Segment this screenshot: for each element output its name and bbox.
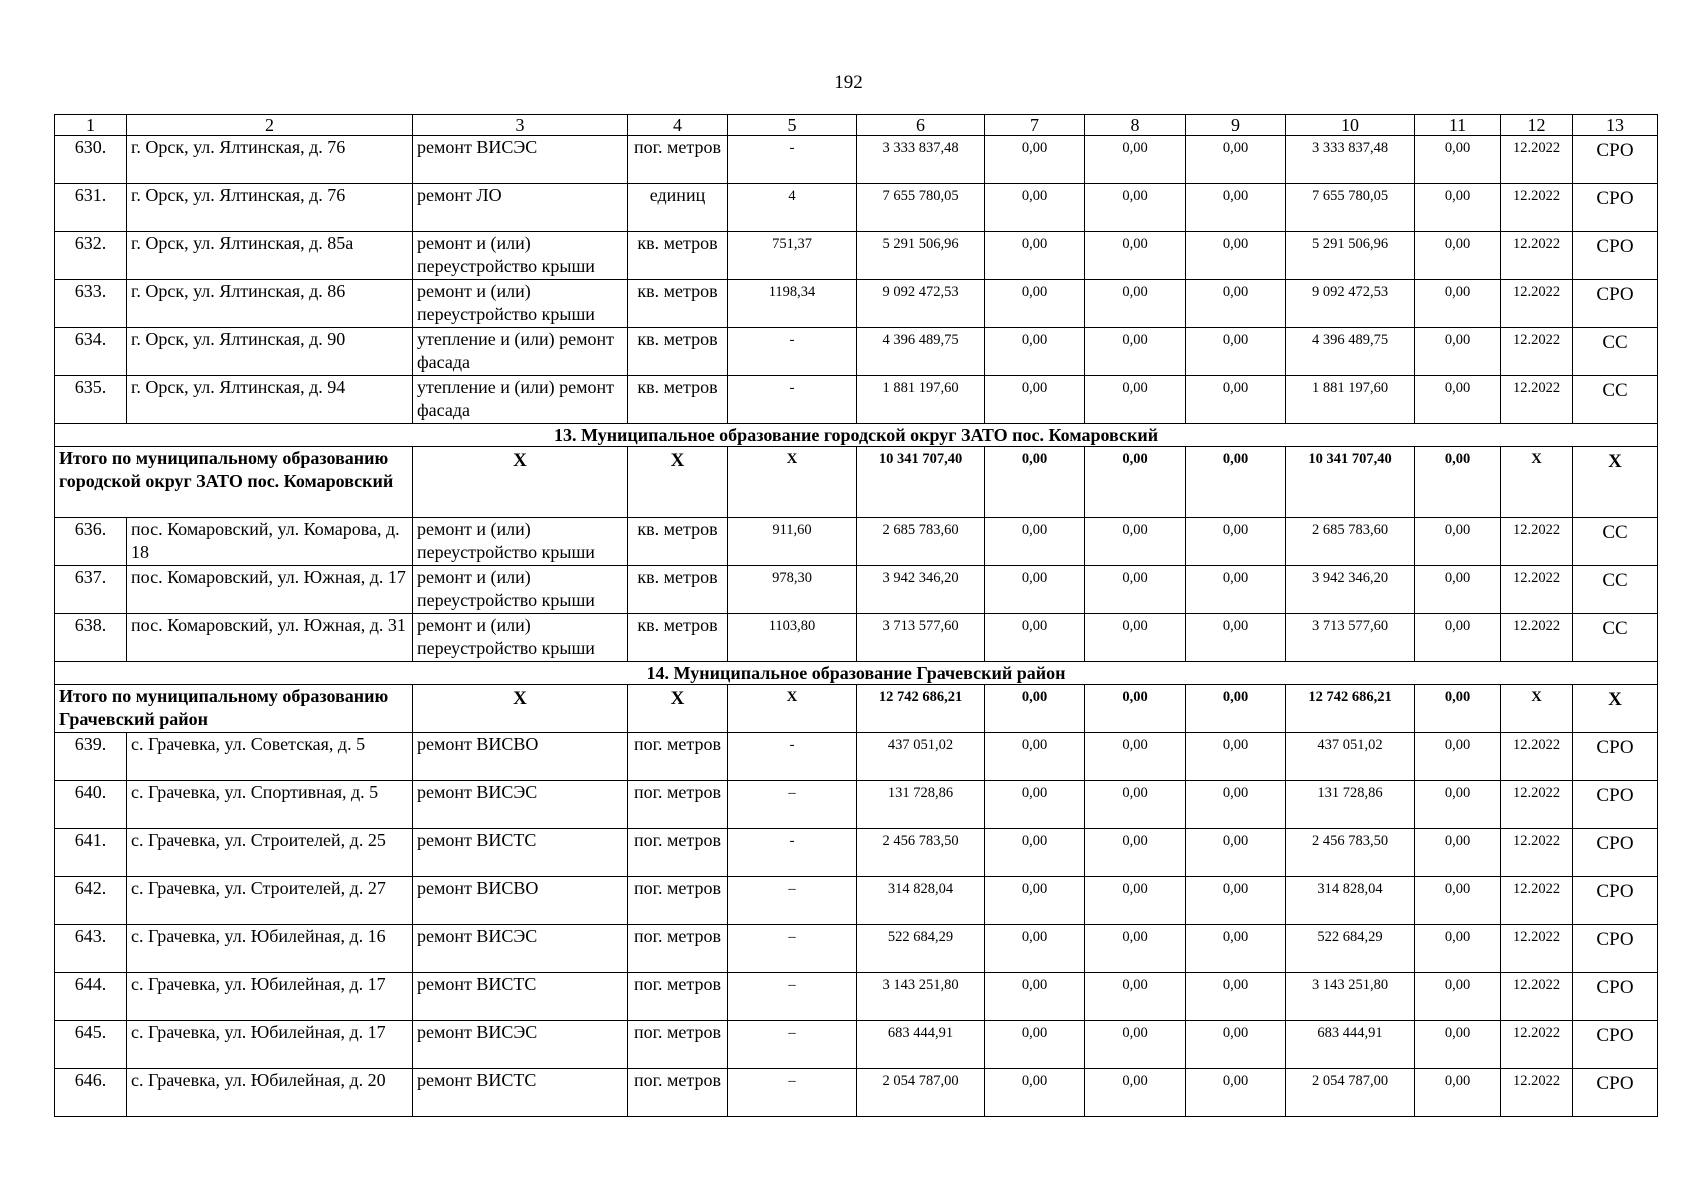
date-cell: 12.2022 xyxy=(1501,376,1573,424)
column-number: 10 xyxy=(1286,115,1415,136)
section-total-row xyxy=(55,685,1658,733)
column-number: 9 xyxy=(1186,115,1286,136)
x-mark: Х xyxy=(1501,685,1573,733)
x-mark: Х xyxy=(1573,447,1658,518)
total-cost-cell: 10 341 707,40 xyxy=(857,447,985,518)
address-cell: пос. Комаровский, ул. Южная, д. 17 xyxy=(127,566,413,614)
method-cell: СРО xyxy=(1573,877,1658,925)
work-type-cell: ремонт и (или) переустройство крыши xyxy=(413,232,628,280)
unit-cell: кв. метров xyxy=(628,614,728,662)
table-row xyxy=(55,1069,1658,1117)
date-cell: 12.2022 xyxy=(1501,184,1573,232)
value-cell: 0,00 xyxy=(985,614,1085,662)
page-number: 192 xyxy=(834,72,863,93)
unit-cell: пог. метров xyxy=(628,733,728,781)
date-cell: 12.2022 xyxy=(1501,781,1573,829)
value-cell: 0,00 xyxy=(1085,1069,1186,1117)
work-type-cell: ремонт ВИСЭС xyxy=(413,925,628,973)
column-number: 4 xyxy=(628,115,728,136)
quantity-cell: – xyxy=(728,1021,857,1069)
total-cost-cell: 4 396 489,75 xyxy=(857,328,985,376)
work-type-cell: ремонт ВИСЭС xyxy=(413,136,628,184)
column-number: 7 xyxy=(985,115,1085,136)
value-cell: 7 655 780,05 xyxy=(1286,184,1415,232)
row-number: 638. xyxy=(55,614,127,662)
unit-cell: пог. метров xyxy=(628,136,728,184)
date-cell: 12.2022 xyxy=(1501,232,1573,280)
address-cell: г. Орск, ул. Ялтинская, д. 85а xyxy=(127,232,413,280)
value-cell: 0,00 xyxy=(1415,1021,1501,1069)
value-cell: 0,00 xyxy=(985,877,1085,925)
total-cost-cell: 2 456 783,50 xyxy=(857,829,985,877)
work-type-cell: ремонт и (или) переустройство крыши xyxy=(413,518,628,566)
row-number: 632. xyxy=(55,232,127,280)
total-cost-cell: 522 684,29 xyxy=(857,925,985,973)
row-number: 645. xyxy=(55,1021,127,1069)
column-number: 11 xyxy=(1415,115,1501,136)
method-cell: СРО xyxy=(1573,184,1658,232)
address-cell: г. Орск, ул. Ялтинская, д. 86 xyxy=(127,280,413,328)
column-number: 5 xyxy=(728,115,857,136)
value-cell: 3 143 251,80 xyxy=(1286,973,1415,1021)
address-cell: с. Грачевка, ул. Юбилейная, д. 20 xyxy=(127,1069,413,1117)
unit-cell: пог. метров xyxy=(628,925,728,973)
value-cell: 0,00 xyxy=(1085,1021,1186,1069)
value-cell: 0,00 xyxy=(1085,232,1186,280)
x-mark: Х xyxy=(628,447,728,518)
method-cell: СС xyxy=(1573,518,1658,566)
value-cell: 522 684,29 xyxy=(1286,925,1415,973)
date-cell: 12.2022 xyxy=(1501,1021,1573,1069)
section-total-label: Итого по муниципальному образованию городской округ ЗАТО пос. Комаровский xyxy=(55,447,413,518)
value-cell: 1 881 197,60 xyxy=(1286,376,1415,424)
value-cell: 0,00 xyxy=(1415,877,1501,925)
unit-cell: пог. метров xyxy=(628,829,728,877)
total-cost-cell: 131 728,86 xyxy=(857,781,985,829)
address-cell: пос. Комаровский, ул. Комарова, д. 18 xyxy=(127,518,413,566)
section-header-row xyxy=(55,662,1658,685)
unit-cell: кв. метров xyxy=(628,518,728,566)
value-cell: 0,00 xyxy=(1085,566,1186,614)
value-cell: 0,00 xyxy=(1415,1069,1501,1117)
value-cell: 0,00 xyxy=(1085,925,1186,973)
value-cell: 12 742 686,21 xyxy=(1286,685,1415,733)
value-cell: 0,00 xyxy=(1186,1069,1286,1117)
work-type-cell: ремонт ВИСЭС xyxy=(413,1021,628,1069)
row-number: 630. xyxy=(55,136,127,184)
date-cell: 12.2022 xyxy=(1501,925,1573,973)
value-cell: 0,00 xyxy=(1186,136,1286,184)
work-type-cell: ремонт ВИСТС xyxy=(413,1069,628,1117)
value-cell: 0,00 xyxy=(1085,328,1186,376)
value-cell: 0,00 xyxy=(1186,685,1286,733)
value-cell: 3 333 837,48 xyxy=(1286,136,1415,184)
quantity-cell: 978,30 xyxy=(728,566,857,614)
total-cost-cell: 3 143 251,80 xyxy=(857,973,985,1021)
quantity-cell: – xyxy=(728,877,857,925)
method-cell: СС xyxy=(1573,614,1658,662)
value-cell: 683 444,91 xyxy=(1286,1021,1415,1069)
unit-cell: кв. метров xyxy=(628,376,728,424)
address-cell: пос. Комаровский, ул. Южная, д. 31 xyxy=(127,614,413,662)
quantity-cell: 4 xyxy=(728,184,857,232)
method-cell: СС xyxy=(1573,376,1658,424)
quantity-cell: - xyxy=(728,136,857,184)
column-number: 3 xyxy=(413,115,628,136)
x-mark: Х xyxy=(728,685,857,733)
work-type-cell: утепление и (или) ремонт фасада xyxy=(413,328,628,376)
value-cell: 0,00 xyxy=(1186,733,1286,781)
value-cell: 0,00 xyxy=(1085,877,1186,925)
quantity-cell: – xyxy=(728,973,857,1021)
date-cell: 12.2022 xyxy=(1501,566,1573,614)
value-cell: 0,00 xyxy=(985,781,1085,829)
value-cell: 0,00 xyxy=(985,829,1085,877)
row-number: 646. xyxy=(55,1069,127,1117)
value-cell: 0,00 xyxy=(1415,328,1501,376)
total-cost-cell: 3 942 346,20 xyxy=(857,566,985,614)
table-row xyxy=(55,973,1658,1021)
total-cost-cell: 9 092 472,53 xyxy=(857,280,985,328)
quantity-cell: - xyxy=(728,733,857,781)
value-cell: 0,00 xyxy=(1085,136,1186,184)
table-row xyxy=(55,614,1658,662)
row-number: 634. xyxy=(55,328,127,376)
value-cell: 0,00 xyxy=(1085,518,1186,566)
value-cell: 0,00 xyxy=(1186,829,1286,877)
method-cell: СС xyxy=(1573,328,1658,376)
value-cell: 131 728,86 xyxy=(1286,781,1415,829)
total-cost-cell: 314 828,04 xyxy=(857,877,985,925)
unit-cell: пог. метров xyxy=(628,973,728,1021)
column-number: 12 xyxy=(1501,115,1573,136)
value-cell: 3 942 346,20 xyxy=(1286,566,1415,614)
date-cell: 12.2022 xyxy=(1501,1069,1573,1117)
date-cell: 12.2022 xyxy=(1501,328,1573,376)
table-row xyxy=(55,376,1658,424)
value-cell: 0,00 xyxy=(1186,447,1286,518)
row-number: 633. xyxy=(55,280,127,328)
value-cell: 437 051,02 xyxy=(1286,733,1415,781)
quantity-cell: - xyxy=(728,376,857,424)
quantity-cell: – xyxy=(728,925,857,973)
address-cell: г. Орск, ул. Ялтинская, д. 76 xyxy=(127,184,413,232)
value-cell: 0,00 xyxy=(1415,280,1501,328)
value-cell: 0,00 xyxy=(1085,781,1186,829)
value-cell: 0,00 xyxy=(1415,781,1501,829)
address-cell: с. Грачевка, ул. Строителей, д. 27 xyxy=(127,877,413,925)
value-cell: 0,00 xyxy=(985,925,1085,973)
quantity-cell: – xyxy=(728,1069,857,1117)
value-cell: 0,00 xyxy=(1415,136,1501,184)
unit-cell: пог. метров xyxy=(628,781,728,829)
date-cell: 12.2022 xyxy=(1501,280,1573,328)
work-type-cell: ремонт ВИСВО xyxy=(413,877,628,925)
address-cell: с. Грачевка, ул. Спортивная, д. 5 xyxy=(127,781,413,829)
quantity-cell: – xyxy=(728,781,857,829)
row-number: 637. xyxy=(55,566,127,614)
value-cell: 0,00 xyxy=(1415,925,1501,973)
total-cost-cell: 1 881 197,60 xyxy=(857,376,985,424)
row-number: 631. xyxy=(55,184,127,232)
row-number: 635. xyxy=(55,376,127,424)
value-cell: 2 685 783,60 xyxy=(1286,518,1415,566)
method-cell: СРО xyxy=(1573,925,1658,973)
table-row xyxy=(55,328,1658,376)
value-cell: 0,00 xyxy=(1415,518,1501,566)
value-cell: 10 341 707,40 xyxy=(1286,447,1415,518)
value-cell: 0,00 xyxy=(985,376,1085,424)
value-cell: 0,00 xyxy=(1186,925,1286,973)
value-cell: 0,00 xyxy=(1186,328,1286,376)
value-cell: 0,00 xyxy=(1415,184,1501,232)
total-cost-cell: 12 742 686,21 xyxy=(857,685,985,733)
unit-cell: единиц xyxy=(628,184,728,232)
column-number-row xyxy=(55,115,1658,136)
section-title: 14. Муниципальное образование Грачевский район xyxy=(55,662,1658,685)
value-cell: 0,00 xyxy=(985,184,1085,232)
x-mark: Х xyxy=(413,685,628,733)
table-row xyxy=(55,877,1658,925)
method-cell: СРО xyxy=(1573,781,1658,829)
table-row xyxy=(55,566,1658,614)
value-cell: 0,00 xyxy=(1186,280,1286,328)
total-cost-cell: 3 333 837,48 xyxy=(857,136,985,184)
value-cell: 314 828,04 xyxy=(1286,877,1415,925)
table-row xyxy=(55,925,1658,973)
value-cell: 0,00 xyxy=(1186,1021,1286,1069)
section-title: 13. Муниципальное образование городской округ ЗАТО пос. Комаровский xyxy=(55,424,1658,447)
column-number: 13 xyxy=(1573,115,1658,136)
quantity-cell: 751,37 xyxy=(728,232,857,280)
date-cell: 12.2022 xyxy=(1501,877,1573,925)
table-row xyxy=(55,232,1658,280)
total-cost-cell: 2 685 783,60 xyxy=(857,518,985,566)
total-cost-cell: 2 054 787,00 xyxy=(857,1069,985,1117)
value-cell: 0,00 xyxy=(1085,447,1186,518)
method-cell: СРО xyxy=(1573,280,1658,328)
value-cell: 0,00 xyxy=(1415,447,1501,518)
row-number: 643. xyxy=(55,925,127,973)
address-cell: с. Грачевка, ул. Юбилейная, д. 16 xyxy=(127,925,413,973)
value-cell: 0,00 xyxy=(985,566,1085,614)
unit-cell: кв. метров xyxy=(628,328,728,376)
row-number: 644. xyxy=(55,973,127,1021)
table-row xyxy=(55,829,1658,877)
x-mark: Х xyxy=(413,447,628,518)
value-cell: 2 054 787,00 xyxy=(1286,1069,1415,1117)
table-row xyxy=(55,136,1658,184)
value-cell: 5 291 506,96 xyxy=(1286,232,1415,280)
work-type-cell: ремонт и (или) переустройство крыши xyxy=(413,280,628,328)
unit-cell: кв. метров xyxy=(628,280,728,328)
value-cell: 0,00 xyxy=(985,136,1085,184)
value-cell: 0,00 xyxy=(1415,685,1501,733)
table-row xyxy=(55,733,1658,781)
address-cell: г. Орск, ул. Ялтинская, д. 94 xyxy=(127,376,413,424)
unit-cell: кв. метров xyxy=(628,566,728,614)
column-number: 6 xyxy=(857,115,985,136)
address-cell: г. Орск, ул. Ялтинская, д. 76 xyxy=(127,136,413,184)
column-number: 8 xyxy=(1085,115,1186,136)
value-cell: 0,00 xyxy=(1085,280,1186,328)
date-cell: 12.2022 xyxy=(1501,829,1573,877)
total-cost-cell: 683 444,91 xyxy=(857,1021,985,1069)
x-mark: Х xyxy=(1501,447,1573,518)
row-number: 642. xyxy=(55,877,127,925)
date-cell: 12.2022 xyxy=(1501,136,1573,184)
quantity-cell: - xyxy=(728,328,857,376)
work-type-cell: ремонт ВИСЭС xyxy=(413,781,628,829)
row-number: 636. xyxy=(55,518,127,566)
value-cell: 0,00 xyxy=(985,1069,1085,1117)
work-type-cell: ремонт и (или) переустройство крыши xyxy=(413,566,628,614)
date-cell: 12.2022 xyxy=(1501,518,1573,566)
column-number: 1 xyxy=(55,115,127,136)
section-header-row xyxy=(55,424,1658,447)
address-cell: г. Орск, ул. Ялтинская, д. 90 xyxy=(127,328,413,376)
value-cell: 0,00 xyxy=(985,973,1085,1021)
unit-cell: пог. метров xyxy=(628,1021,728,1069)
value-cell: 0,00 xyxy=(985,447,1085,518)
value-cell: 0,00 xyxy=(1186,518,1286,566)
value-cell: 0,00 xyxy=(1186,781,1286,829)
capital-repair-table xyxy=(54,114,1658,1117)
value-cell: 0,00 xyxy=(1415,376,1501,424)
value-cell: 9 092 472,53 xyxy=(1286,280,1415,328)
value-cell: 3 713 577,60 xyxy=(1286,614,1415,662)
method-cell: СРО xyxy=(1573,232,1658,280)
work-type-cell: утепление и (или) ремонт фасада xyxy=(413,376,628,424)
unit-cell: пог. метров xyxy=(628,877,728,925)
work-type-cell: ремонт и (или) переустройство крыши xyxy=(413,614,628,662)
section-total-label: Итого по муниципальному образованию Грачевский район xyxy=(55,685,413,733)
work-type-cell: ремонт ВИСВО xyxy=(413,733,628,781)
date-cell: 12.2022 xyxy=(1501,733,1573,781)
value-cell: 0,00 xyxy=(985,518,1085,566)
value-cell: 0,00 xyxy=(1186,184,1286,232)
method-cell: СРО xyxy=(1573,973,1658,1021)
row-number: 639. xyxy=(55,733,127,781)
method-cell: СРО xyxy=(1573,1021,1658,1069)
method-cell: СРО xyxy=(1573,829,1658,877)
section-total-row xyxy=(55,447,1658,518)
value-cell: 0,00 xyxy=(985,733,1085,781)
value-cell: 0,00 xyxy=(1186,376,1286,424)
unit-cell: кв. метров xyxy=(628,232,728,280)
total-cost-cell: 3 713 577,60 xyxy=(857,614,985,662)
quantity-cell: 911,60 xyxy=(728,518,857,566)
x-mark: Х xyxy=(728,447,857,518)
value-cell: 4 396 489,75 xyxy=(1286,328,1415,376)
value-cell: 0,00 xyxy=(1415,232,1501,280)
value-cell: 0,00 xyxy=(1415,973,1501,1021)
value-cell: 0,00 xyxy=(1415,566,1501,614)
date-cell: 12.2022 xyxy=(1501,973,1573,1021)
x-mark: Х xyxy=(1573,685,1658,733)
quantity-cell: 1198,34 xyxy=(728,280,857,328)
value-cell: 0,00 xyxy=(985,685,1085,733)
value-cell: 0,00 xyxy=(1085,829,1186,877)
value-cell: 0,00 xyxy=(1085,614,1186,662)
quantity-cell: 1103,80 xyxy=(728,614,857,662)
value-cell: 0,00 xyxy=(1085,733,1186,781)
value-cell: 0,00 xyxy=(985,232,1085,280)
value-cell: 2 456 783,50 xyxy=(1286,829,1415,877)
column-number: 2 xyxy=(127,115,413,136)
value-cell: 0,00 xyxy=(985,280,1085,328)
total-cost-cell: 7 655 780,05 xyxy=(857,184,985,232)
address-cell: с. Грачевка, ул. Юбилейная, д. 17 xyxy=(127,973,413,1021)
value-cell: 0,00 xyxy=(1415,614,1501,662)
value-cell: 0,00 xyxy=(1186,232,1286,280)
total-cost-cell: 437 051,02 xyxy=(857,733,985,781)
value-cell: 0,00 xyxy=(1186,614,1286,662)
table-row xyxy=(55,518,1658,566)
value-cell: 0,00 xyxy=(1415,829,1501,877)
address-cell: с. Грачевка, ул. Строителей, д. 25 xyxy=(127,829,413,877)
date-cell: 12.2022 xyxy=(1501,614,1573,662)
table-row xyxy=(55,781,1658,829)
table-row xyxy=(55,184,1658,232)
value-cell: 0,00 xyxy=(1186,973,1286,1021)
method-cell: СРО xyxy=(1573,1069,1658,1117)
work-type-cell: ремонт ЛО xyxy=(413,184,628,232)
value-cell: 0,00 xyxy=(985,1021,1085,1069)
row-number: 641. xyxy=(55,829,127,877)
method-cell: СРО xyxy=(1573,136,1658,184)
value-cell: 0,00 xyxy=(1186,566,1286,614)
value-cell: 0,00 xyxy=(1085,685,1186,733)
method-cell: СС xyxy=(1573,566,1658,614)
value-cell: 0,00 xyxy=(1085,973,1186,1021)
method-cell: СРО xyxy=(1573,733,1658,781)
unit-cell: пог. метров xyxy=(628,1069,728,1117)
total-cost-cell: 5 291 506,96 xyxy=(857,232,985,280)
value-cell: 0,00 xyxy=(1085,184,1186,232)
address-cell: с. Грачевка, ул. Юбилейная, д. 17 xyxy=(127,1021,413,1069)
address-cell: с. Грачевка, ул. Советская, д. 5 xyxy=(127,733,413,781)
table-row xyxy=(55,1021,1658,1069)
value-cell: 0,00 xyxy=(985,328,1085,376)
work-type-cell: ремонт ВИСТС xyxy=(413,973,628,1021)
value-cell: 0,00 xyxy=(1085,376,1186,424)
quantity-cell: - xyxy=(728,829,857,877)
work-type-cell: ремонт ВИСТС xyxy=(413,829,628,877)
row-number: 640. xyxy=(55,781,127,829)
table-row xyxy=(55,280,1658,328)
x-mark: Х xyxy=(628,685,728,733)
value-cell: 0,00 xyxy=(1186,877,1286,925)
value-cell: 0,00 xyxy=(1415,733,1501,781)
